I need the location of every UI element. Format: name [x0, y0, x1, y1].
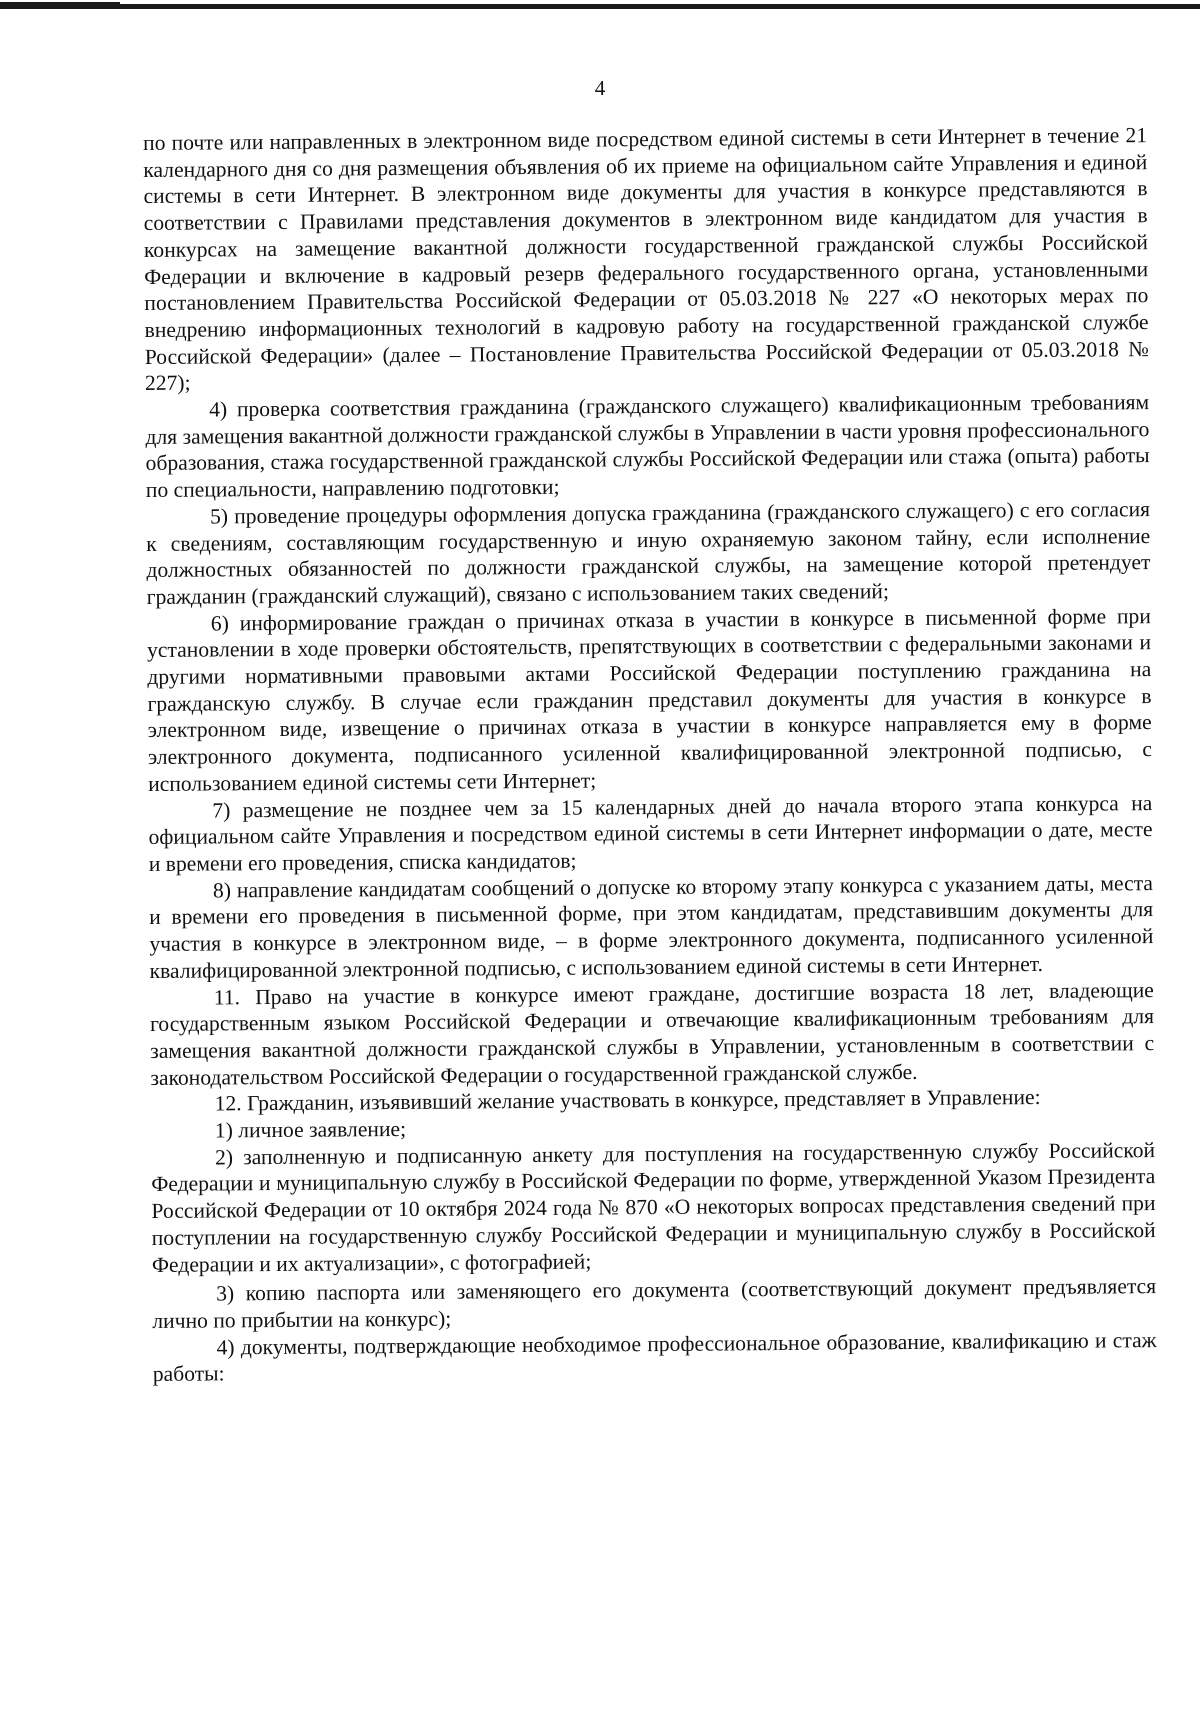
list-item-7: 7) размещение не позднее чем за 15 календарных дней до начала второго этапа конкурса на официальном сайте Управления и посредством единой системы в сети Интернет информации о дате, месте и времени его проведения, списка кандидатов; [148, 790, 1153, 876]
clause-12: 12. Гражданин, изъявивший желание участвовать в конкурсе, представляет в Управление: [214, 1085, 1041, 1116]
paragraph-continuation: по почте или направленных в электронном виде посредством единой системы в сети Интернет в течение 21 календарного дня со дня размещения объявления об их приеме на официальном сайте Управления и единой системы в сети Интернет. В электронном виде документы для участия в конкурсе представляются в соответствии с Правилами представления документов в электронном виде кандидатом для участия в конкурсах на замещение вакантной должности государственной гражданской службы Российской Федерации и включение в кадровый резерв федерального государственного органа, установленными постановлением Правительства Российской Федерации от 05.03.2018 № 227 «О некоторых мерах по внедрению информационных технологий в кадровую работу на государственной гражданской службе Российской Федерации» (далее – Постановление Правительства Российской Федерации от 05.03.2018 № 227); [143, 123, 1149, 396]
list-item-8: 8) направление кандидатам сообщений о допуске ко второму этапу конкурса с указанием даты, места и времени его проведения в письменной форме, при этом кандидатам, представившим документы для участия в конкурсе в электронном виде, – в форме электронного документа, подписанного усиленной квалифицированной электронной подписью, с использованием единой системы в сети Интернет. [149, 870, 1154, 983]
document-body [143, 122, 1157, 1388]
clause-12-item-4: 4) документы, подтверждающие необходимое профессиональное образование, квалификацию и стаж работы: [152, 1327, 1157, 1387]
list-item-5: 5) проведение процедуры оформления допуска гражданина (гражданского служащего) с его согласия к сведениям, составляющим государственную и иную охраняемую законом тайну, если исполнение должностных обязанностей по должности гражданской службы, на замещение которой претендует гражданин (гражданский служащий), связано с использованием таких сведений; [146, 496, 1151, 609]
list-item-4: 4) проверка соответствия гражданина (гражданского служащего) квалификационным требованиям для замещения вакантной должности гражданской службы в Управлении в части уровня профессионального образования, стажа государственной гражданской службы Российской Федерации или стажа (опыта) работы по специальности, направлению подготовки; [145, 390, 1150, 503]
clause-11: 11. Право на участие в конкурсе имеют граждане, достигшие возраста 18 лет, владеющие государственным языком Российской Федерации и отвечающие квалификационным требованиям для замещения вакантной должности гражданской службы в Управлении, установленным в соответствии с законодательством Российской Федерации о государственной гражданской службе. [149, 977, 1155, 1090]
clause-12-item-3: 3) копию паспорта или заменяющего его документа (соответствующий документ предъявляется лично по прибытии на конкурс); [152, 1274, 1157, 1333]
list-item-6: 6) информирование граждан о причинах отказа в участии в конкурсе в письменной форме при установлении в ходе проверки обстоятельств, препятствующих в соответствии с федеральными законами и другими нормативными правовыми актами Российской Федерации поступлению гражданина на гражданскую службу. В случае если гражданин представил документы для участия в конкурсе в электронном виде, извещение о причинах отказа в участии в конкурсе направляется ему в форме электронного документа, подписанного усиленной квалифицированной электронной подписью, с использованием единой системы сети Интернет; [146, 603, 1152, 796]
clause-12-item-1: 1) личное заявление; [214, 1116, 407, 1143]
scan-top-border [0, 4, 1200, 9]
page-number: 4 [594, 76, 606, 100]
clause-12-item-2: 2) заполненную и подписанную анкету для поступления на государственную службу Российской Федерации и муниципальную службу в Российской Федерации по форме, утвержденной Указом Президента Российской Федерации от 10 октября 2024 года № 870 «О некоторых вопросах представления сведений при поступлении на государственную службу Российской Федерации и муниципальную службу в Российской Федерации и их актуализации», с фотографией; [151, 1137, 1156, 1277]
